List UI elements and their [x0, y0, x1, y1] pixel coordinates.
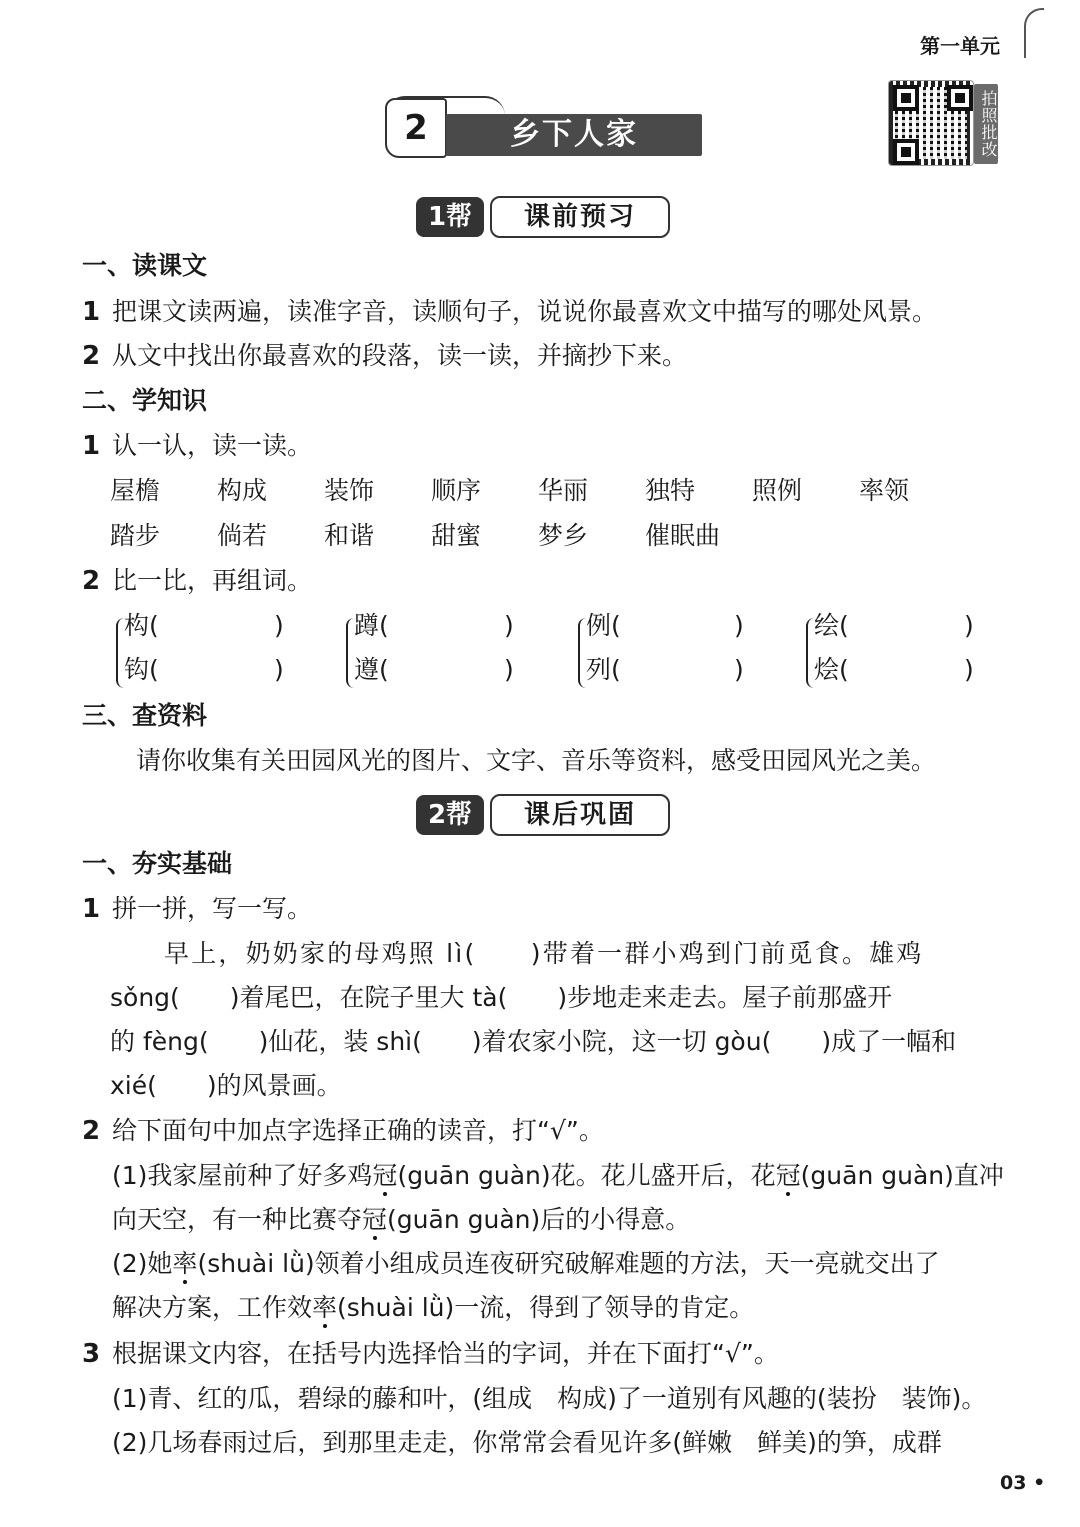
page-corner-decoration	[1024, 8, 1044, 58]
passage-line: xié( )的风景画。	[110, 1071, 342, 1100]
word: 构成	[217, 476, 268, 505]
text: (guān guàn)直冲	[800, 1161, 1004, 1190]
text: (guān guàn)花。花儿盛开后，花	[397, 1161, 776, 1190]
text: (guān guàn)后的小得意。	[387, 1205, 691, 1234]
question-text: 比一比，再组词。	[112, 566, 313, 595]
sentence-line	[112, 1292, 754, 1324]
question	[82, 430, 312, 462]
heading-research: 三、查资料	[82, 701, 208, 730]
question-text: 根据课文内容，在括号内选择恰当的字词，并在下面打“√”。	[112, 1339, 779, 1368]
page-number: 03 •	[1000, 1472, 1046, 1494]
question-text: 给下面句中加点字选择正确的读音，打“√”。	[112, 1116, 604, 1145]
sentence-line	[112, 1160, 1004, 1192]
compare-char: 钩	[124, 655, 150, 684]
section-title: 课后巩固	[490, 794, 670, 836]
question-number: 1	[82, 431, 101, 461]
question	[82, 1338, 779, 1370]
section-title: 课前预习	[490, 196, 670, 238]
question	[82, 340, 687, 372]
text: (2)她	[112, 1249, 173, 1278]
passage-line: 早上，奶奶家的母鸡照 lì( )带着一群小鸡到门前觅食。雄鸡	[164, 939, 924, 968]
word: 独特	[645, 476, 696, 505]
question-text: 认一认，读一读。	[112, 431, 313, 460]
question	[82, 1115, 604, 1147]
word: 装饰	[324, 476, 375, 505]
dotted-char: 率	[312, 1293, 338, 1322]
word: 率领	[859, 476, 910, 505]
word: 屋檐	[110, 476, 161, 505]
question	[82, 296, 937, 328]
question-text: 把课文读两遍，读准字音，读顺句子，说说你最喜欢文中描写的哪处风景。	[112, 297, 938, 326]
heading-foundation: 一、夯实基础	[82, 849, 233, 878]
question-text: 拼一拼，写一写。	[112, 894, 313, 923]
question-text: 请你收集有关田园风光的图片、文字、音乐等资料，感受田园风光之美。	[136, 746, 937, 775]
sentence-line: (2)几场春雨过后，到那里走走，你常常会看见许多(鲜嫩 鲜美)的笋，成群	[112, 1428, 942, 1457]
qr-code-icon[interactable]	[888, 80, 974, 166]
word: 照例	[752, 476, 803, 505]
word: 踏步	[110, 521, 161, 550]
question-number: 3	[82, 1339, 101, 1369]
section-number: 2帮	[416, 795, 484, 835]
word: 华丽	[538, 476, 589, 505]
question	[82, 565, 312, 597]
text: 向天空，有一种比赛夺	[112, 1205, 363, 1234]
question-number: 1	[82, 297, 101, 327]
word: 和谐	[324, 521, 375, 550]
sentence-line	[112, 1248, 940, 1280]
question-text: 从文中找出你最喜欢的段落，读一读，并摘抄下来。	[112, 341, 688, 370]
text: (1)我家屋前种了好多鸡	[112, 1161, 373, 1190]
question-number: 2	[82, 1116, 101, 1146]
unit-label: 第一单元	[920, 34, 1000, 58]
dotted-char: 冠	[372, 1161, 398, 1190]
compare-char: 例	[586, 611, 612, 640]
dotted-char: 冠	[362, 1205, 388, 1234]
word: 倘若	[217, 521, 268, 550]
dotted-char: 冠	[775, 1161, 801, 1190]
word: 顺序	[431, 476, 482, 505]
passage-line: 的 fèng( )仙花，装 shì( )着农家小院，这一切 gòu( )成了一幅和	[110, 1027, 957, 1056]
text: (shuài lǜ)一流，得到了领导的肯定。	[337, 1293, 755, 1322]
section-number: 1帮	[416, 197, 484, 237]
compare-char: 烩	[814, 655, 840, 684]
compare-char: 遵	[354, 655, 380, 684]
text: 解决方案，工作效	[112, 1293, 313, 1322]
lesson-title: 乡下人家	[446, 114, 702, 156]
heading-learn-knowledge: 二、学知识	[82, 386, 208, 415]
compare-char: 列	[586, 655, 612, 684]
question-number: 2	[82, 341, 101, 371]
word: 催眠曲	[645, 521, 721, 550]
sentence-line	[112, 1204, 690, 1236]
question-number: 1	[82, 894, 101, 924]
lesson-number: 2	[385, 98, 447, 158]
text: (shuài lǜ)领着小组成员连夜研究破解难题的方法，天一亮就交出了	[197, 1249, 940, 1278]
heading-read-text: 一、读课文	[82, 251, 208, 280]
word: 甜蜜	[431, 521, 482, 550]
passage-line: sǒng( )着尾巴，在院子里大 tà( )步地走来走去。屋子前那盛开	[110, 983, 893, 1012]
compare-char: 构	[124, 611, 150, 640]
question-number: 2	[82, 566, 101, 596]
question	[82, 893, 312, 925]
compare-char: 绘	[814, 611, 840, 640]
compare-char: 蹲	[354, 611, 380, 640]
word: 梦乡	[538, 521, 589, 550]
sentence-line: (1)青、红的瓜，碧绿的藤和叶，(组成 构成)了一道别有风趣的(装扮 装饰)。	[112, 1384, 987, 1413]
dotted-char: 率	[172, 1249, 198, 1278]
qr-label: 拍照批改	[974, 84, 998, 164]
